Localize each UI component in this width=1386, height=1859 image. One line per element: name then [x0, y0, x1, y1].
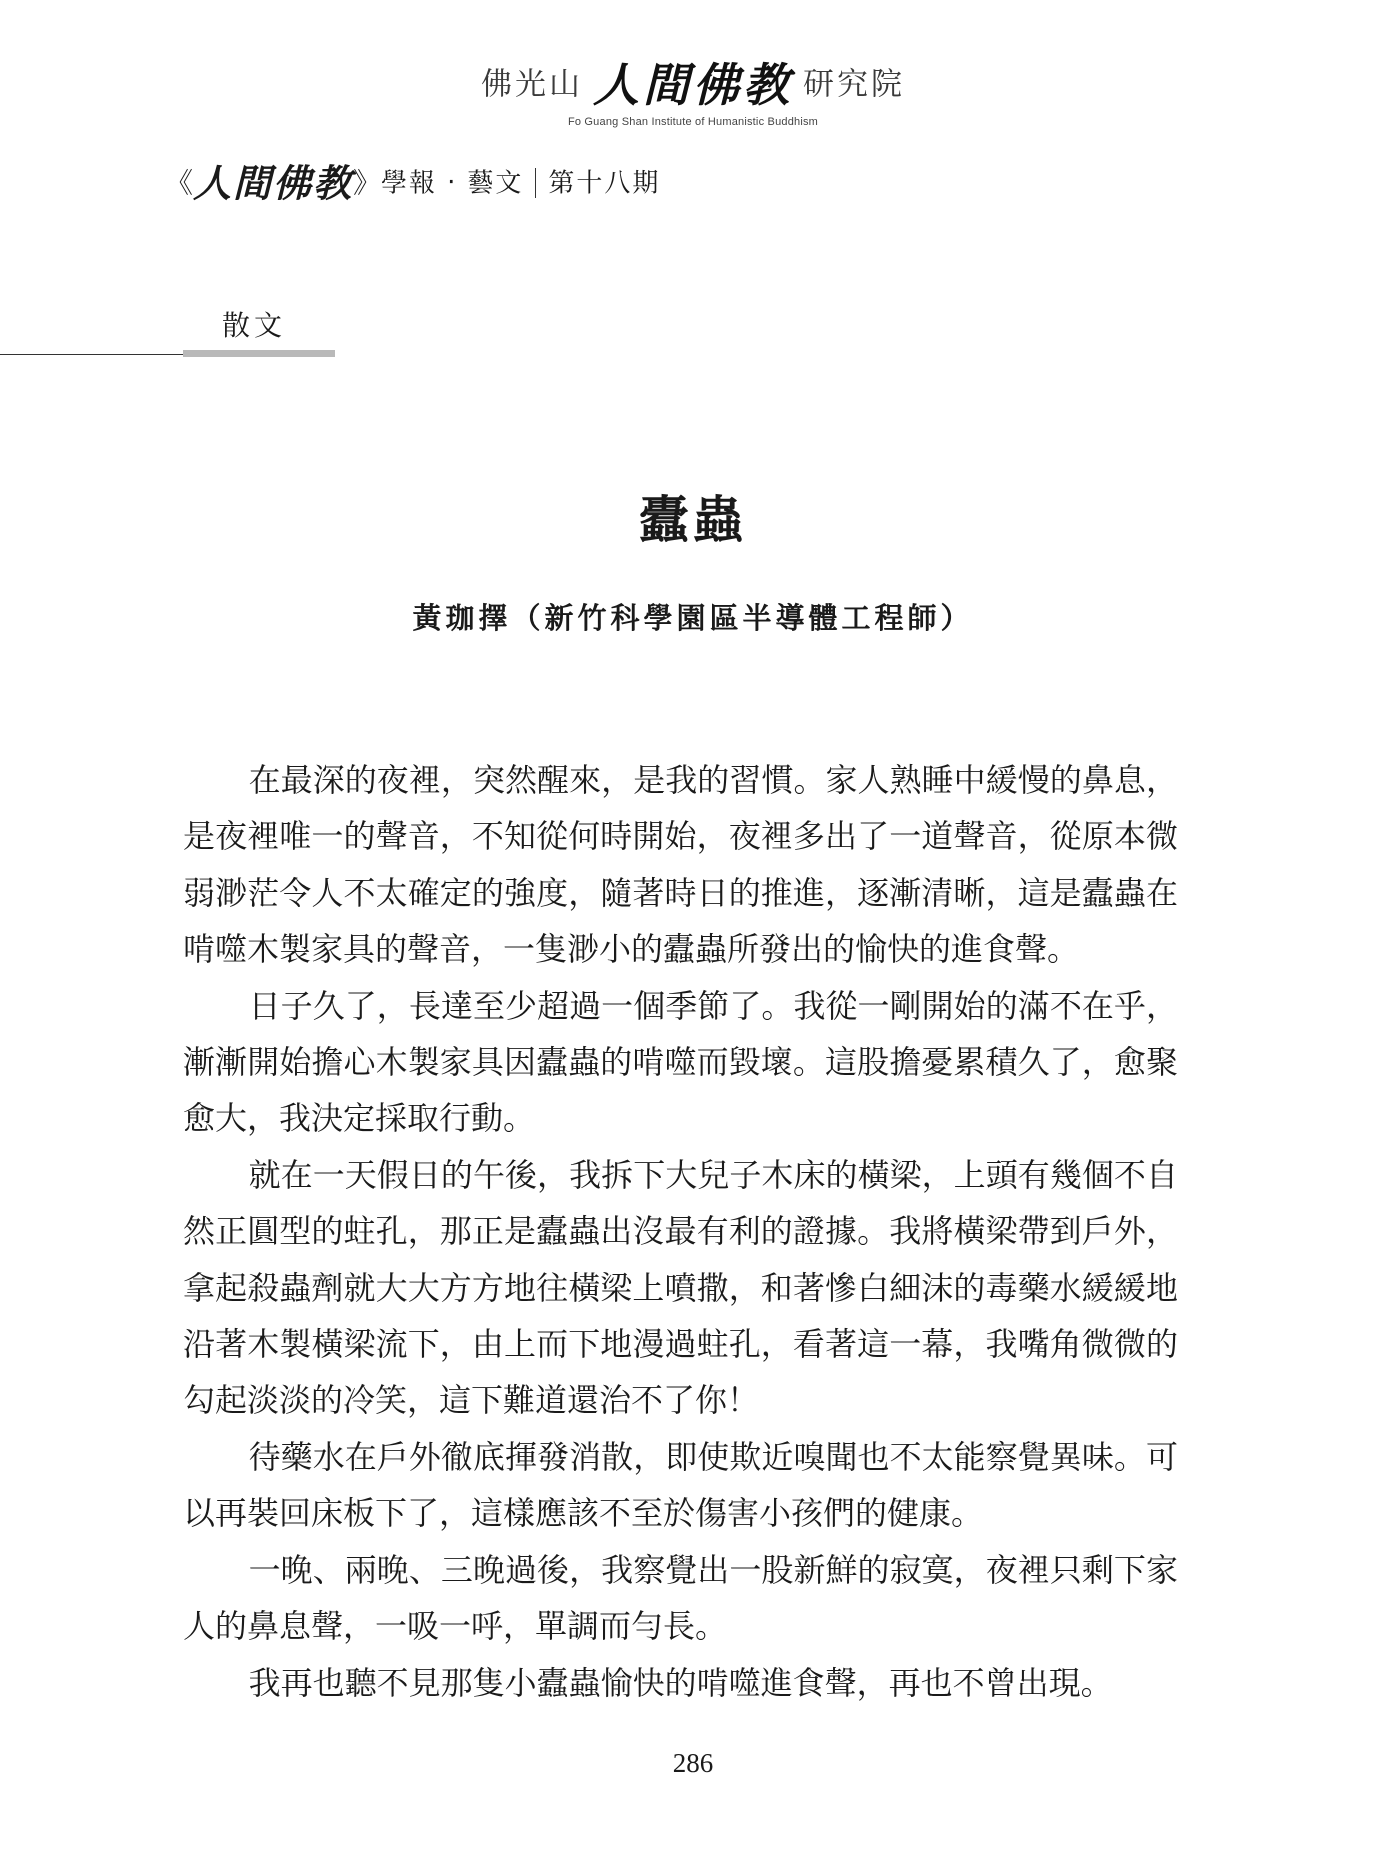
body-paragraph: 就在一天假日的午後，我拆下大兒子木床的橫梁，上頭有幾個不自然正圓型的蛀孔，那正是蠹蟲出沒最有利的證據。我將橫梁帶到戶外，拿起殺蟲劑就大大方方地往橫梁上噴撒，和著慘白細沫的毒藥水緩緩地沿著木製橫梁流下，由上而下地漫過蛀孔，看著這一幕，我嘴角微微的勾起淡淡的冷笑，這下難道還治不了你！: [183, 1155, 1178, 1420]
journal-open-quote: 《: [165, 166, 194, 200]
article-title: 蠹蟲: [639, 490, 747, 549]
body-paragraph: 我再也聽不見那隻小蠹蟲愉快的啃噬進食聲，再也不曾出現。: [248, 1663, 1113, 1702]
journal-separator-dot: ‧: [447, 168, 458, 199]
journal-close-quote: 》: [353, 166, 382, 200]
institute-name: [0, 58, 1386, 112]
institute-header: [0, 58, 1386, 128]
body-paragraph: 在最深的夜裡，突然醒來，是我的習慣。家人熟睡中緩慢的鼻息，是夜裡唯一的聲音，不知從何時開始，夜裡多出了一道聲音，從原本微弱渺茫令人不太確定的強度，隨著時日的推進，逐漸清晰，這是蠹蟲在啃噬木製家具的聲音，一隻渺小的蠹蟲所發出的愉快的進食聲。: [183, 761, 1178, 969]
body-paragraph: 待藥水在戶外徹底揮發消散，即使欺近嗅聞也不太能察覺異味。可以再裝回床板下了，這樣應該不至於傷害小孩們的健康。: [183, 1437, 1178, 1533]
journal-name: 學報: [381, 168, 438, 199]
journal-section: 藝文: [467, 168, 524, 199]
section-tab: [0, 300, 335, 360]
section-tab-underline: [183, 350, 335, 357]
institute-brand-calligraphy: 人間佛教: [593, 58, 793, 112]
article-byline: 黃珈擇（新竹科學園區半導體工程師）: [412, 601, 974, 635]
journal-brand-calligraphy: 人間佛教: [193, 160, 354, 206]
body-paragraph: 一晚、兩晚、三晚過後，我察覺出一股新鮮的寂寞，夜裡只剩下家人的鼻息聲，一吸一呼，單調而勻長。: [183, 1550, 1178, 1646]
body-paragraph: 日子久了，長達至少超過一個季節了。我從一剛開始的滿不在乎，漸漸開始擔心木製家具因蠹蟲的啃噬而毀壞。這股擔憂累積久了，愈聚愈大，我決定採取行動。: [183, 986, 1178, 1138]
journal-issue: 第十八期: [548, 168, 661, 199]
institute-prefix: 佛光山: [481, 66, 583, 103]
page-number: 286: [672, 1748, 714, 1778]
journal-divider: [535, 168, 536, 198]
section-tab-label: 散文: [222, 309, 287, 342]
journal-running-head: [165, 160, 660, 206]
article-body: [183, 752, 1178, 1711]
institute-suffix: 研究院: [803, 66, 905, 103]
institute-english-name: Fo Guang Shan Institute of Humanistic Buddhism: [567, 116, 819, 128]
